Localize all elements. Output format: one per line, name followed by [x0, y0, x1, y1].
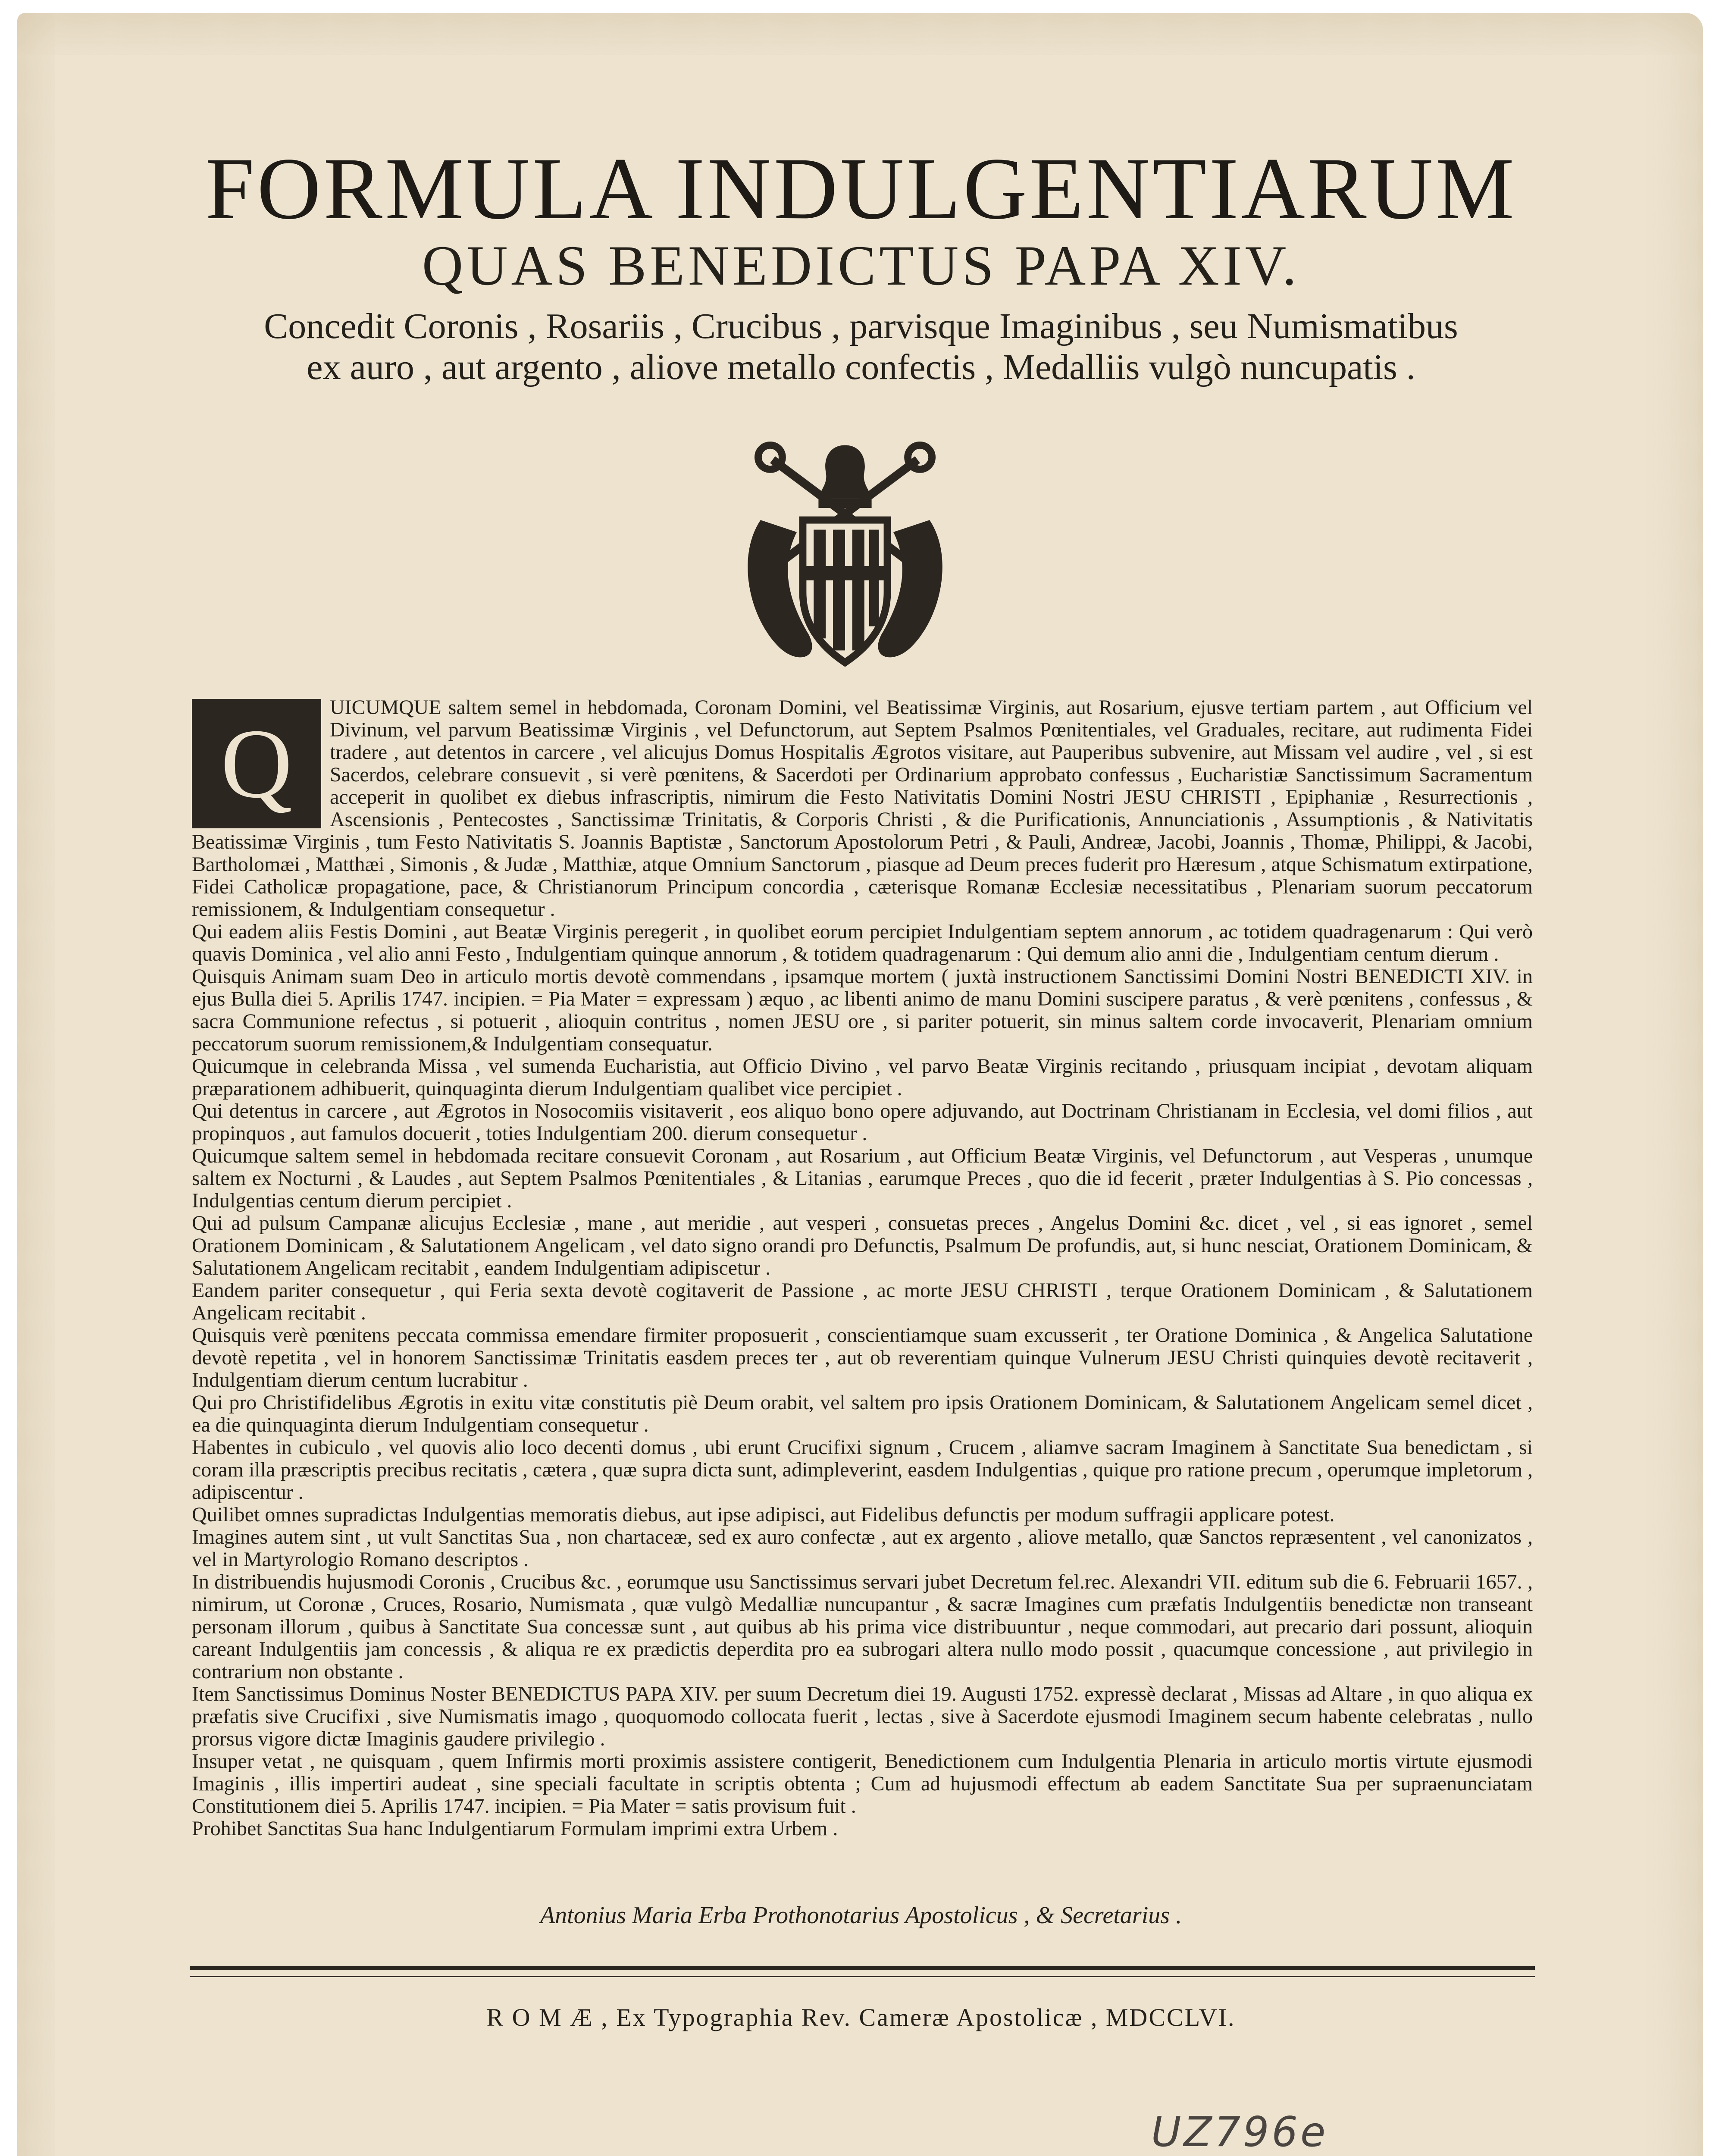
decorated-initial: Q — [192, 699, 321, 828]
paragraph: Imagines autem sint , ut vult Sanctitas Sua , non chartaceæ, sed ex auro confectæ , aut ex argento , aliove metallo, quæ Sanctos repræsentent , vel canonizatos , vel in Martyrologio Romano descriptos . — [192, 1526, 1533, 1571]
paragraph: Habentes in cubiculo , vel quovis alio loco decenti domus , ubi erunt Crucifixi signum , Crucem , aliamve sacram Imaginem à Sanctitate Sua benedictam , si coram illa præscriptis precibus recitatis , cætera , quæ supra dicta sunt, adimpleverint, easdem Indulgentias , quique pro ratione precum , operumque impletorum , adipiscentur . — [192, 1436, 1533, 1504]
paragraph: Insuper vetat , ne quisquam , quem Infirmis morti proximis assistere contigerit, Benedictionem cum Indulgentia Plenaria in articulo mortis virtute ejusmodi Imaginis , illis impertiri audeat , sine speciali facultate in scriptis obtenta ; Cum ad hujusmodi effectum ab eadem Sanctitate Sua per supraenunciatam Constitutionem diei 5. Aprilis 1747. incipien. = Pia Mater = satis provisum fuit . — [192, 1750, 1533, 1818]
document-subtitle: QUAS BENEDICTUS PAPA XIV. — [422, 234, 1300, 297]
paragraph: Qui eadem aliis Festis Domini , aut Beatæ Virginis peregerit , in quolibet eorum percipiet Indulgentiam septem annorum , ac totidem quadragenarum : Qui verò quavis Dominica , vel alio anni Festo , Indulgentiam quinque annorum , & totidem quadragenarum : Qui demum alio anni die , Indulgentiam centum dierum . — [192, 920, 1533, 965]
paragraph: Quisquis verè pœnitens peccata commissa emendare firmiter proposuerit , conscientiamque suam excusserit , ter Oratione Dominica , & Angelica Salutatione devotè repetita , vel in honorem Sanctissimæ Trinitatis easdem preces ter , aut ob reverentiam quinque Vulnerum JESU Christi quinquies devotè recitaverit , Indulgentiam dierum centum lucrabitur . — [192, 1324, 1533, 1391]
paragraph: Eandem pariter consequetur , qui Feria sexta devotè cogitaverit de Passione , ac morte JESU CHRISTI , terque Orationem Dominicam , & Salutationem Angelicam recitabit . — [192, 1279, 1533, 1324]
paragraph: Quisquis Animam suam Deo in articulo mortis devotè commendans , ipsamque mortem ( juxtà instructionem Sanctissimi Domini Nostri BENEDICTI XIV. in ejus Bulla diei 5. Aprilis 1747. incipien. = Pia Mater = expressam ) æquo , ac libenti animo de manu Domini suscipere paratus , & verè pœnitens , confessus , & sacra Communione refectus , si potuerit , alioquin contritus , nomen JESU ore , si pariter potuerit, sin minus saltem corde invocaverit, Plenariam omnium peccatorum suorum remissionem,& Indulgentiam consequatur. — [192, 965, 1533, 1055]
signature-line: Antonius Maria Erba Prothonotarius Apostolicus , & Secretarius . — [540, 1902, 1182, 1929]
printer-imprint: R O M Æ , Ex Typographia Rev. Cameræ Apostolicæ , MDCCLVI. — [486, 2003, 1236, 2031]
papal-coat-of-arms-icon — [724, 436, 966, 677]
paragraph: Quilibet omnes supradictas Indulgentias memoratis diebus, aut ipse adipisci, aut Fidelibus defunctis per modum suffragii applicare potest. — [192, 1503, 1335, 1526]
paragraph: Qui ad pulsum Campanæ alicujus Ecclesiæ , mane , aut meridie , aut vesperi , consuetas preces , Angelus Domini &c. dicet , vel , si eas ignoret , semel Orationem Dominicam , & Salutationem Angelicam , vel dato signo orandi pro Defunctis, Psalmum De profundis, aut, si hunc nesciat, Orationem Dominicam, & Salutationem Angelicam recitabit , eandem Indulgentiam adipiscetur . — [192, 1212, 1533, 1279]
paragraph: UICUMQUE saltem semel in hebdomada, Coronam Domini, vel Beatissimæ Virginis, aut Rosarium, ejusve tertiam partem , aut Officium vel Divinum, vel parvum Beatissimæ Virginis , vel Defunctorum, aut Septem Psalmos Pœnitentiales, vel Graduales, recitare, aut rudimenta Fidei tradere , aut detentos in carcere , vel alicujus Domus Hospitalis Ægrotos visitare, aut Pauperibus subvenire, aut Missam vel audire , vel , si est Sacerdos, celebrare consuevit , si verè pœnitens, & Sacerdoti per Ordinarium approbato confessus , Eucharistiæ Sanctissimum Sacramentum acceperit in quolibet ex diebus infrascriptis, nimirum die Festo Nativitatis Domini Nostri JESU CHRISTI , Epiphaniæ , Resurrectionis , Ascensionis , Pentecostes , Sanctissimæ Trinitatis, & Corporis Christi , & die Purificationis, Annunciationis , Assumptionis , & Nativitatis Beatissimæ Virginis , tum Festo Nativitatis S. Joannis Baptistæ , Sanctorum Apostolorum Petri , & Pauli, Andreæ, Jacobi, Joannis , Thomæ, Philippi, & Jacobi, Bartholomæi , Matthæi , Simonis , & Judæ , Matthiæ, atque Omnium Sanctorum , piasque ad Deum preces fuderit pro Hæresum , atque Schismatum extirpatione, Fidei Catholicæ propagatione, pace, & Christianorum Principum concordia , cæterisque Romanæ Ecclesiæ necessitatibus , Plenariam suorum peccatorum remissionem, & Indulgentiam consequetur . — [192, 696, 1533, 921]
handwritten-shelfmark: UZ796e — [1151, 2109, 1328, 2156]
paragraph: Quicumque in celebranda Missa , vel sumenda Eucharistia, aut Officio Divino , vel parvo Beatæ Virginis recitando , priusquam incipiat , devotam aliquam præparationem adhibuerit, quinquaginta dierum Indulgentiam qualibet vice percipiet . — [192, 1055, 1533, 1100]
paragraph: Quicumque saltem semel in hebdomada recitare consuevit Coronam , aut Rosarium , aut Officium Beatæ Virginis, vel Defunctorum , aut Vesperas , unumque saltem ex Nocturni , & Laudes , aut Septem Psalmos Pœnitentiales , & Litanias , earumque Preces , quo die id fecerit , præter Indulgentias à S. Pio concessas , Indulgentias centum dierum percipiet . — [192, 1144, 1533, 1212]
paragraph: In distribuendis hujusmodi Coronis , Crucibus &c. , eorumque usu Sanctissimus servari jubet Decretum fel.rec. Alexandri VII. editum sub die 6. Februarii 1657. , nimirum, ut Coronæ , Cruces, Rosario, Numismata , quæ vulgò Medalliæ nuncupantur , & sacræ Imagines cum præfatis Indulgentiis benedictæ non transeant personam illorum , quibus à Sanctitate Sua concessæ sunt , aut quibus ab his prima vice distribuuntur , neque commodari, aut precario dari possunt, alioquin careant Indulgentiis jam concessis , & aliqua re ex prædictis deperdita pro ea subrogari altera nullo modo possit , quacumque concessione , aut privilegio in contrarium non obstante . — [192, 1570, 1533, 1683]
heading-line-2: ex auro , aut argento , aliove metallo confectis , Medalliis vulgò nuncupatis . — [307, 347, 1415, 387]
divider-rule — [190, 1966, 1535, 1977]
paragraph: Qui pro Christifidelibus Ægrotis in exitu vitæ constitutis piè Deum orabit, vel saltem pro ipsis Orationem Dominicam, & Salutationem Angelicam semel dicet , ea die quinquaginta dierum Indulgentiam consequetur . — [192, 1391, 1533, 1436]
heading-line-1: Concedit Coronis , Rosariis , Crucibus , parvisque Imaginibus , seu Numismatibus — [264, 306, 1458, 346]
paragraph: Prohibet Sanctitas Sua hanc Indulgentiarum Formulam imprimi extra Urbem . — [192, 1817, 838, 1840]
paragraph: Item Sanctissimus Dominus Noster BENEDICTUS PAPA XIV. per suum Decretum diei 19. Augusti 1752. expressè declarat , Missas ad Altare , in quo aliqua ex præfatis sive Crucifixi , sive Numismatis imago , quoquomodo collocata fuerit , lectas , sive à Sacerdote ejusmodi Imaginem secum habente celebratas , nullo prorsus vigore dictæ Imaginis gaudere privilegio . — [192, 1683, 1533, 1750]
document-title: FORMULA INDULGENTIARUM — [205, 140, 1517, 238]
indulgence-text — [192, 696, 1533, 1840]
paragraph: Qui detentus in carcere , aut Ægrotos in Nosocomiis visitaverit , eos aliquo bono opere adjuvando, aut Doctrinam Christianam in Ecclesia, vel domi filios , aut propinquos , aut famulos docuerit , toties Indulgentiam 200. dierum consequetur . — [192, 1100, 1533, 1145]
